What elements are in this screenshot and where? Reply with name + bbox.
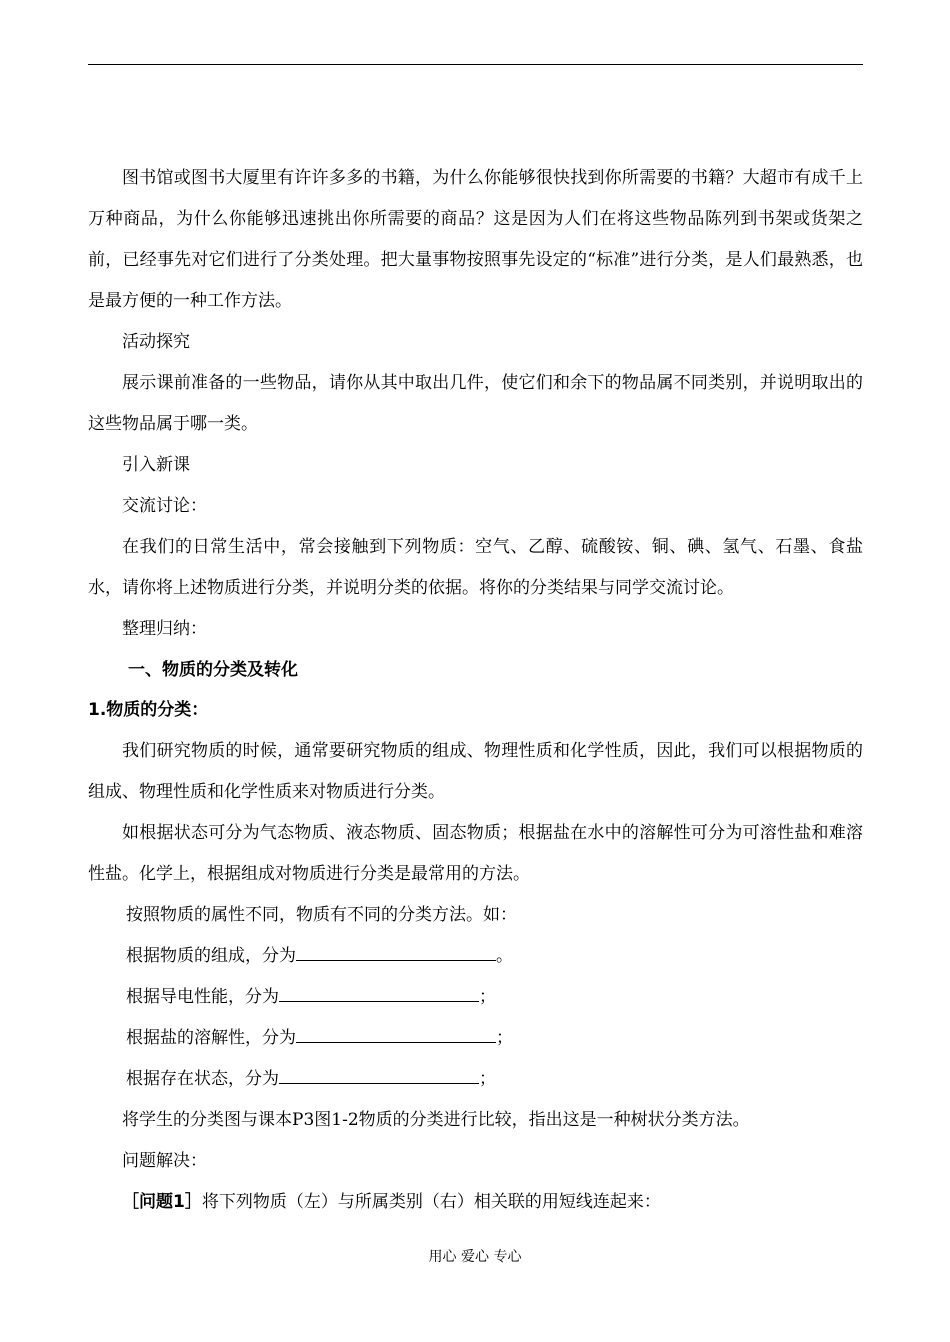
fill-state-label: 根据存在状态，分为 [126, 1069, 279, 1089]
fill-solubility-label: 根据盐的溶解性，分为 [126, 1028, 296, 1048]
fill-composition-label: 根据物质的组成，分为 [126, 946, 296, 966]
question-text: 将下列物质（左）与所属类别（右）相关联的用短线连起来： [201, 1192, 661, 1212]
activity-title: 活动探究 [122, 332, 190, 352]
fill-state [88, 1059, 863, 1100]
document-body [88, 158, 863, 1223]
intro-lesson-title: 引入新课 [122, 455, 190, 475]
blank-line [296, 1025, 496, 1043]
intro-paragraph: 图书馆或图书大厦里有许许多多的书籍，为什么你能够很快找到你所需要的书籍？大超市有成千上万种商品，为什么你能够迅速挑出你所需要的商品？这是因为人们在将这些物品陈列到书架或货架之前，已经事先对它们进行了分类处理。把大量事物按照事先设定的“标准”进行分类，是人们最熟悉，也是最方便的一种工作方法。 [88, 168, 863, 311]
blank-line [296, 943, 496, 961]
page-footer: 用心 爱心 专心 [428, 1249, 522, 1265]
blank-line [279, 1066, 479, 1084]
discussion-title: 交流讨论： [122, 496, 207, 516]
blank-line [279, 984, 479, 1002]
methods-paragraph: 按照物质的属性不同，物质有不同的分类方法。如： [126, 905, 517, 925]
fill-conductivity-end: ； [479, 987, 496, 1007]
fill-conductivity [88, 977, 863, 1018]
header-rule [88, 64, 863, 65]
section-heading: 一、物质的分类及转化 [128, 660, 298, 680]
fill-composition [88, 936, 863, 977]
study-paragraph: 我们研究物质的时候，通常要研究物质的组成、物理性质和化学性质，因此，我们可以根据物质的组成、物理性质和化学性质来对物质进行分类。 [88, 741, 863, 802]
problem-title: 问题解决： [122, 1151, 207, 1171]
subsection-heading: 1.物质的分类： [88, 700, 209, 720]
fill-solubility [88, 1018, 863, 1059]
fill-conductivity-label: 根据导电性能，分为 [126, 987, 279, 1007]
question-tag: ［问题1］ [122, 1192, 202, 1212]
example-paragraph: 如根据状态可分为气态物质、液态物质、固态物质；根据盐在水中的溶解性可分为可溶性盐和难溶性盐。化学上，根据组成对物质进行分类是最常用的方法。 [88, 823, 863, 884]
discussion-paragraph: 在我们的日常生活中，常会接触到下列物质：空气、乙醇、硫酸铵、铜、碘、氢气、石墨、食盐水，请你将上述物质进行分类，并说明分类的依据。将你的分类结果与同学交流讨论。 [88, 537, 863, 598]
compare-paragraph: 将学生的分类图与课本P3图1-2物质的分类进行比较，指出这是一种树状分类方法。 [122, 1110, 750, 1130]
question-1 [88, 1182, 863, 1223]
summary-title: 整理归纳： [122, 619, 207, 639]
activity-paragraph: 展示课前准备的一些物品，请你从其中取出几件，使它们和余下的物品属不同类别，并说明取出的这些物品属于哪一类。 [88, 373, 863, 434]
fill-composition-end: 。 [496, 946, 513, 966]
fill-state-end: ； [479, 1069, 496, 1089]
fill-solubility-end: ； [496, 1028, 513, 1048]
